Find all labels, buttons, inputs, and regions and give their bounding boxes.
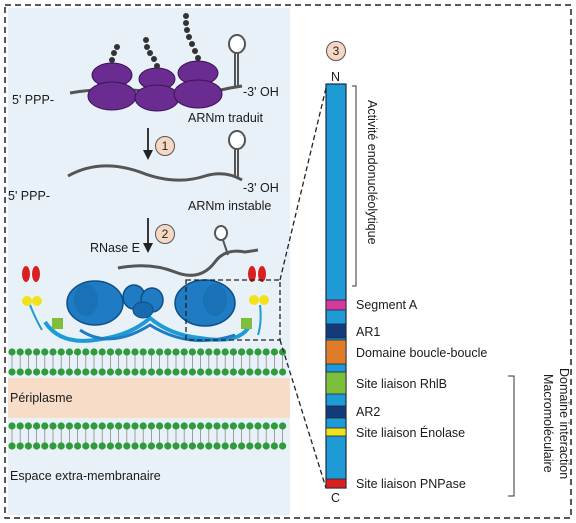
lipid-head — [271, 368, 278, 375]
lipid-head — [66, 368, 73, 375]
domain-rhlb — [326, 372, 346, 394]
five-prime-label-2: 5' PPP- — [8, 189, 50, 203]
enolase-label: Site liaison Énolase — [356, 426, 466, 440]
ar1-label: AR1 — [356, 325, 381, 339]
lipid-head — [222, 422, 229, 429]
lipid-head — [8, 348, 15, 355]
mrna-hairpin-loop-1 — [229, 35, 245, 53]
mrna-hairpin-loop-3 — [215, 226, 227, 240]
lipid-head — [107, 368, 114, 375]
lipid-head — [99, 422, 106, 429]
lipid-head — [213, 442, 220, 449]
lipid-head — [148, 348, 155, 355]
lipid-head — [238, 442, 245, 449]
lipid-head — [271, 348, 278, 355]
lipid-head — [263, 442, 270, 449]
lipid-head — [156, 348, 163, 355]
lipid-head — [197, 368, 204, 375]
lipid-head — [17, 368, 24, 375]
lipid-head — [254, 348, 261, 355]
n-terminus-label: N — [331, 70, 341, 84]
ar2-label: AR2 — [356, 405, 381, 419]
lipid-head — [230, 442, 237, 449]
lipid-head — [107, 442, 114, 449]
lipid-head — [213, 348, 220, 355]
lipid-head — [181, 368, 188, 375]
lipid-head — [25, 368, 32, 375]
lipid-head — [8, 422, 15, 429]
three-prime-label-2: -3' OH — [243, 181, 279, 195]
lipid-head — [238, 348, 245, 355]
lipid-head — [90, 422, 97, 429]
lipid-head — [131, 348, 138, 355]
lipid-head — [115, 422, 122, 429]
lipid-head — [222, 442, 229, 449]
lipid-head — [74, 422, 81, 429]
rnase-e-label: RNase E — [90, 241, 141, 255]
step-1-marker: 1 — [155, 136, 175, 156]
lipid-head — [41, 368, 48, 375]
lipid-head — [107, 348, 114, 355]
lipid-head — [271, 442, 278, 449]
lipid-head — [49, 348, 56, 355]
lipid-head — [164, 422, 171, 429]
lipid-head — [90, 348, 97, 355]
lipid-head — [82, 422, 89, 429]
lipid-head — [230, 368, 237, 375]
macro-domain-label-1: Domaine interaction — [557, 368, 571, 480]
lipid-head — [156, 422, 163, 429]
ribosome-3 — [174, 61, 222, 108]
lipid-head — [115, 348, 122, 355]
boucle-label: Domaine boucle-boucle — [356, 346, 488, 360]
lipid-head — [205, 368, 212, 375]
lipid-head — [230, 422, 237, 429]
lipid-head — [181, 348, 188, 355]
lipid-head — [279, 368, 286, 375]
lipid-head — [58, 422, 65, 429]
lipid-head — [140, 348, 147, 355]
lipid-head — [140, 368, 147, 375]
unstable-mrna-label: ARNm instable — [188, 199, 272, 213]
domain-enolase — [326, 428, 346, 436]
lipid-head — [74, 368, 81, 375]
lipid-head — [172, 368, 179, 375]
lipid-head — [254, 442, 261, 449]
lipid-head — [156, 368, 163, 375]
lipid-head — [66, 422, 73, 429]
lipid-head — [49, 422, 56, 429]
lipid-head — [164, 348, 171, 355]
lipid-head — [246, 442, 253, 449]
lipid-head — [74, 348, 81, 355]
lipid-head — [131, 368, 138, 375]
lipid-head — [246, 422, 253, 429]
lipid-head — [263, 368, 270, 375]
lipid-head — [8, 368, 15, 375]
lipid-head — [41, 348, 48, 355]
step-2-marker: 2 — [155, 224, 175, 244]
lipid-head — [33, 348, 40, 355]
step-3-marker: 3 — [326, 41, 346, 61]
lipid-head — [222, 368, 229, 375]
lipid-head — [205, 422, 212, 429]
lipid-head — [66, 348, 73, 355]
lipid-head — [213, 422, 220, 429]
lipid-head — [123, 368, 130, 375]
lipid-head — [8, 442, 15, 449]
periplasm-label: Périplasme — [10, 391, 73, 405]
lipid-head — [189, 422, 196, 429]
lipid-head — [107, 422, 114, 429]
lipid-head — [246, 348, 253, 355]
lipid-head — [197, 348, 204, 355]
lipid-head — [279, 422, 286, 429]
lipid-head — [172, 442, 179, 449]
lipid-head — [99, 442, 106, 449]
lipid-head — [49, 368, 56, 375]
lipid-head — [172, 422, 179, 429]
lipid-head — [17, 348, 24, 355]
lipid-head — [205, 348, 212, 355]
domain-pnpase — [326, 479, 346, 488]
lipid-head — [213, 368, 220, 375]
lipid-head — [271, 422, 278, 429]
translated-mrna-label: ARNm traduit — [188, 111, 264, 125]
lipid-head — [99, 348, 106, 355]
lipid-head — [123, 422, 130, 429]
macro-domain-label-2: Macromoléculaire — [541, 374, 555, 473]
lipid-head — [58, 442, 65, 449]
domain-ar1 — [326, 324, 346, 338]
lipid-head — [49, 442, 56, 449]
lipid-head — [140, 442, 147, 449]
lipid-head — [279, 442, 286, 449]
domain-ar2 — [326, 406, 346, 418]
lipid-head — [238, 368, 245, 375]
lipid-head — [131, 422, 138, 429]
endonuclease-bracket — [352, 86, 356, 286]
lipid-head — [90, 442, 97, 449]
pnpase-label: Site liaison PNPase — [356, 477, 466, 491]
lipid-head — [230, 348, 237, 355]
lipid-head — [156, 442, 163, 449]
lipid-head — [115, 442, 122, 449]
lipid-head — [246, 368, 253, 375]
extra-membrane-label: Espace extra-membranaire — [10, 469, 161, 483]
lipid-head — [66, 442, 73, 449]
lipid-head — [17, 422, 24, 429]
lipid-head — [148, 368, 155, 375]
lipid-head — [123, 442, 130, 449]
protein-bar — [326, 84, 346, 488]
lipid-head — [189, 348, 196, 355]
lipid-head — [172, 348, 179, 355]
lipid-head — [148, 442, 155, 449]
three-prime-label-1: -3' OH — [243, 85, 279, 99]
lipid-head — [131, 442, 138, 449]
lipid-head — [25, 442, 32, 449]
lipid-head — [82, 368, 89, 375]
lipid-head — [41, 422, 48, 429]
ribosome-2 — [135, 68, 179, 111]
lipid-head — [123, 348, 130, 355]
ribosome-1 — [88, 63, 136, 110]
mrna-hairpin-loop-2 — [229, 131, 245, 149]
lipid-head — [181, 442, 188, 449]
lipid-head — [164, 442, 171, 449]
lipid-head — [82, 442, 89, 449]
lipid-head — [164, 368, 171, 375]
lipid-head — [25, 348, 32, 355]
lipid-head — [263, 422, 270, 429]
lipid-head — [17, 442, 24, 449]
lipid-head — [33, 442, 40, 449]
lipid-head — [205, 442, 212, 449]
lipid-head — [181, 422, 188, 429]
lipid-head — [238, 422, 245, 429]
lipid-head — [197, 442, 204, 449]
lipid-head — [82, 348, 89, 355]
lipid-head — [115, 368, 122, 375]
lipid-head — [25, 422, 32, 429]
segment-a-label: Segment A — [356, 298, 418, 312]
lipid-head — [58, 368, 65, 375]
lipid-head — [189, 368, 196, 375]
lipid-head — [263, 348, 270, 355]
lipid-head — [140, 422, 147, 429]
lipid-head — [99, 368, 106, 375]
lipid-head — [189, 442, 196, 449]
five-prime-label-1: 5' PPP- — [12, 93, 54, 107]
lipid-head — [148, 422, 155, 429]
endonuclease-activity-label: Activité endonucléolytique — [365, 100, 379, 245]
lipid-head — [74, 442, 81, 449]
lipid-head — [33, 422, 40, 429]
lipid-head — [41, 442, 48, 449]
domain-boucle — [326, 340, 346, 364]
lipid-head — [197, 422, 204, 429]
lipid-head — [254, 368, 261, 375]
lipid-head — [254, 422, 261, 429]
c-terminus-label: C — [331, 491, 341, 505]
lipid-head — [33, 368, 40, 375]
domain-segment-a — [326, 300, 346, 310]
macro-bracket — [508, 376, 514, 496]
lipid-head — [222, 348, 229, 355]
lipid-head — [58, 348, 65, 355]
lipid-head — [90, 368, 97, 375]
rhlb-label: Site liaison RhlB — [356, 377, 448, 391]
